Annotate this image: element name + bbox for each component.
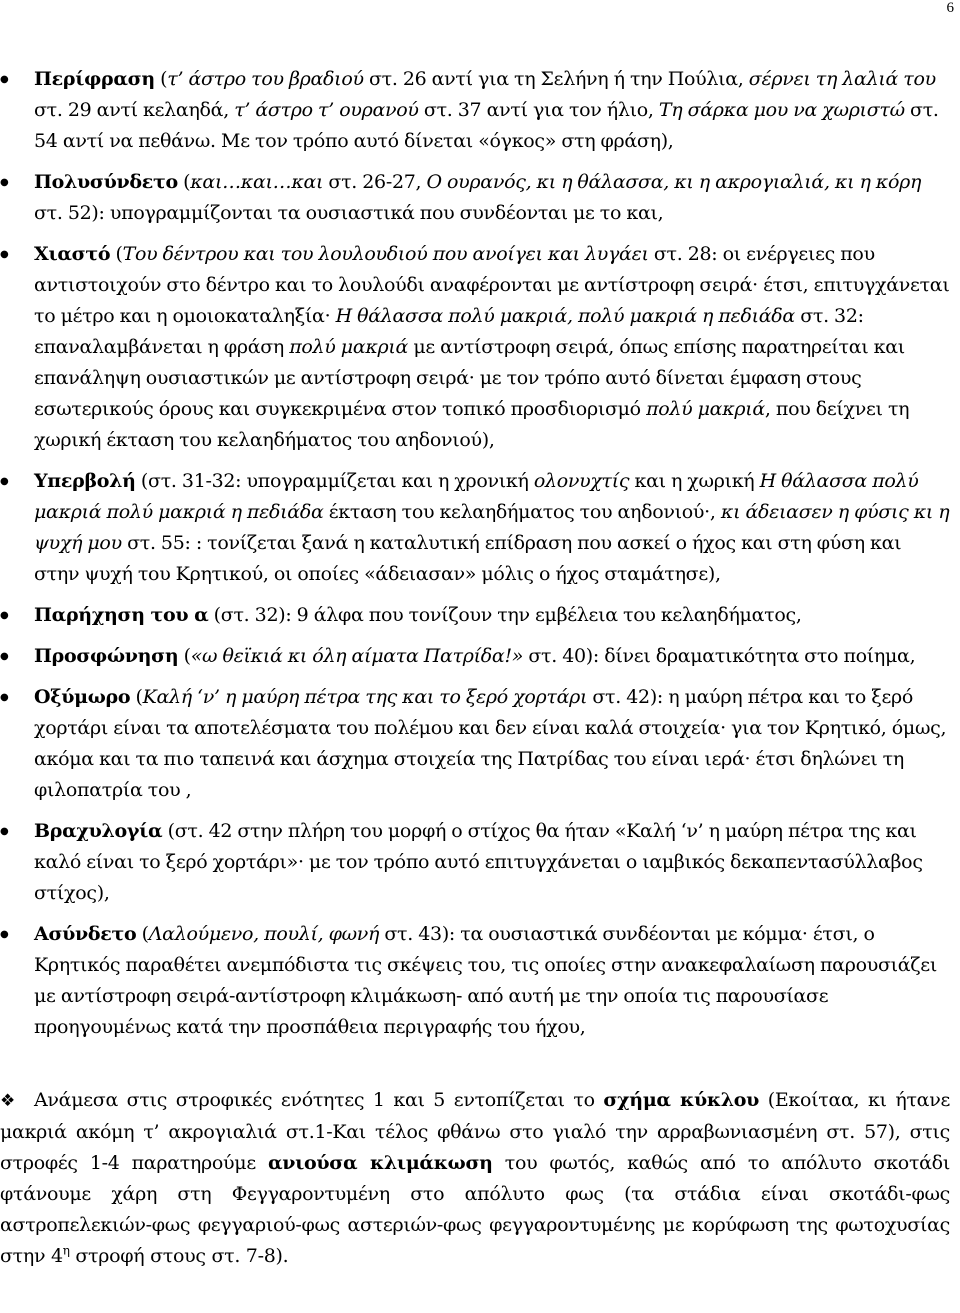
text-run: στ. 26-27, [323,171,427,193]
text-run: Η θάλασσα πολύ μακριά, πολύ μακριά η πεδιάδα [335,305,795,327]
list-item [0,682,950,806]
text-run: πολύ μακριά [646,398,765,420]
list-item [0,600,950,631]
term-label: Πολυσύνδετο [34,171,178,193]
text-run: στ. 40): δίνει δραματικότητα στο ποίημα, [523,645,916,667]
term-label: ανιούσα κλιμάκωση [267,1152,493,1174]
section-paragraph [0,1085,950,1272]
text-run: κι άδειασεν η φύσις κι η ψυχή μου [34,501,950,554]
text-run: με αντίστροφη σειρά, όπως επίσης παρατηρείται και επανάληψη ουσιαστικών με αντίστροφη σειρά· με τον τρόπο αυτό δίνεται έμφαση στους εσωτερικούς όρους και συγκεκριμένα στον τοπικό προσδιορισμό [34,336,905,420]
text-run: στ. 54 αντί να πεθάνω. Με τον τρόπο αυτό δίνεται «όγκος» στη φράση), [34,99,939,152]
term-label: Προσφώνηση [34,645,179,667]
text-run: στ. 42): η μαύρη πέτρα και το ξερό χορτάρι είναι τα αποτελέσματα του πολέμου και δεν είναι καλά στοιχεία· για τον Κρητικό, όμως, ακόμα και τα πιο ταπεινά και άσχημα στοιχεία της Πατρίδας του είναι ιερά· έτσι δηλώνει τη φιλοπατρία του , [34,686,947,801]
text-run: ( [154,68,168,90]
text-run: στ. 29 αντί κελαηδά, [34,99,235,121]
term-label: Οξύμωρο [34,686,131,708]
text-run: (στ. 42 στην πλήρη του μορφή ο στίχος θα ήταν «Καλή ‘ν’ η μαύρη πέτρα της και καλό είναι το ξερό χορτάρι»· με τον τρόπο αυτό επιτυγχάνεται ο ιαμβικός δεκαπεντασύλλαβος στίχος), [34,820,923,904]
text-run: (στ. 31-32: υπογραμμίζεται και η χρονική [135,470,534,492]
term-label: Βραχυλογία [34,820,163,842]
text-run: στ. 55: : τονίζεται ξανά η καταλυτική επίδραση που ασκεί ο ήχος και στη φύση και στην ψυχή του Κρητικού, οι οποίες «άδειασαν» μόλις ο ήχος σταμάτησε), [34,532,902,585]
list-item [0,816,950,909]
text-run: στ. 37 αντί για τον ήλιο, [418,99,659,121]
text-run: στ. 32: επαναλαμβάνεται η φράση [34,305,864,358]
list-item [0,466,950,590]
document-body [0,64,950,1272]
text-run: στροφή στους στ. 7-8). [69,1245,289,1267]
term-label: Χιαστό [34,243,111,265]
text-run: ( [136,923,149,945]
text-run: σέρνει τη λαλιά του [748,68,936,90]
figure-list [0,64,950,1043]
text-run: ολονυχτίς [533,470,630,492]
list-item [0,919,950,1043]
page-number: 6 [946,0,954,16]
text-run: (Εκοίταα, κι ήτανε μακριά ακόμη τ’ ακρογιαλιά στ.1-Και τέλος φθάνω στο γιαλό την αρραβωνιασμένη στ. 57), στις στροφές 1-4 παρατηρούμε [0,1089,950,1174]
text-run: και η χωρική [629,470,760,492]
list-item [0,641,950,672]
list-item [0,239,950,456]
text-run: «ω θεϊκιά κι όλη αίματα Πατρίδα!» [190,645,524,667]
term-label: Περίφραση [34,68,155,90]
text-run: Λαλούμενο, πουλί, φωνή [148,923,380,945]
text-run: Τη σάρκα μου να χωριστώ [658,99,905,121]
text-run: στ. 26 αντί για τη Σελήνη ή την Πούλια, [363,68,749,90]
text-run: στ. 28: οι ενέργειες που αντιστοιχούν στο δέντρο και το λουλούδι αναφέρονται με αντίστροφη σειρά· έτσι, επιτυγχάνεται το μέτρο και η ομοιοκαταληξία· [34,243,950,327]
list-item [0,167,950,229]
text-run: η [62,1243,70,1258]
term-label: σχήμα κύκλου [603,1089,760,1111]
text-run: του φωτός, καθώς από το απόλυτο σκοτάδι φτάνουμε χάρη στη Φεγγαροντυμένη στο απόλυτο φως (τα στάδια είναι σκοτάδι-φως αστροπελεκιών-φως φεγγαριού-φως αστεριών-φως φεγγαροντυμένης με κορύφωση της φωτοχυσίας στην 4 [0,1152,950,1267]
text-run: και…και…και [190,171,324,193]
term-label: Παρήχηση του α [34,604,209,626]
text-run: στ. 52): υπογραμμίζονται τα ουσιαστικά που συνδέονται με το και, [34,202,664,224]
term-label: Ασύνδετο [34,923,137,945]
text-run: ( [110,243,123,265]
list-item [0,64,950,157]
text-run: Ο ουρανός, κι η θάλασσα, κι η ακρογιαλιά, κι η κόρη [426,171,922,193]
text-run: στ. 43): τα ουσιαστικά συνδέονται με κόμμα· έτσι, ο Κρητικός παραθέτει ανεμπόδιστα τις σκέψεις του, τις οποίες στην ανακεφαλαίωση παρουσιάζει με αντίστροφη σειρά-αντίστροφη κλιμάκωση- από αυτή με την οποία τις παρουσίασε προηγουμένως κατά την προσπάθεια περιγραφής του ήχου, [34,923,937,1038]
text-run: (στ. 32): 9 άλφα που τονίζουν την εμβέλεια του κελαηδήματος, [208,604,802,626]
text-run: ( [177,171,191,193]
diamond-bullet-icon: ❖ [0,1091,15,1111]
text-run: τ’ άστρο τ’ ουρανού [234,99,419,121]
text-run: , που δείχνει τη χωρική έκταση του κελαηδήματος του αηδονιού), [34,398,910,451]
text-run: Ανάμεσα στις στροφικές ενότητες 1 και 5 εντοπίζεται το [34,1089,604,1111]
text-run: τ’ άστρο του βραδιού [167,68,364,90]
text-run: ( [130,686,143,708]
section-text [0,1089,950,1267]
text-run: Του δέντρου και του λουλουδιού που ανοίγει και λυγάει [122,243,649,265]
text-run: πολύ μακριά [289,336,409,358]
text-run: έκταση του κελαηδήματος του αηδονιού·, [323,501,721,523]
text-run: Η θάλασσα πολύ μακριά πολύ μακριά η πεδιάδα [34,470,919,523]
text-run: ( [178,645,191,667]
term-label: Υπερβολή [34,470,136,492]
text-run: Καλή ‘ν’ η μαύρη πέτρα της και το ξερό χορτάρι [142,686,588,708]
